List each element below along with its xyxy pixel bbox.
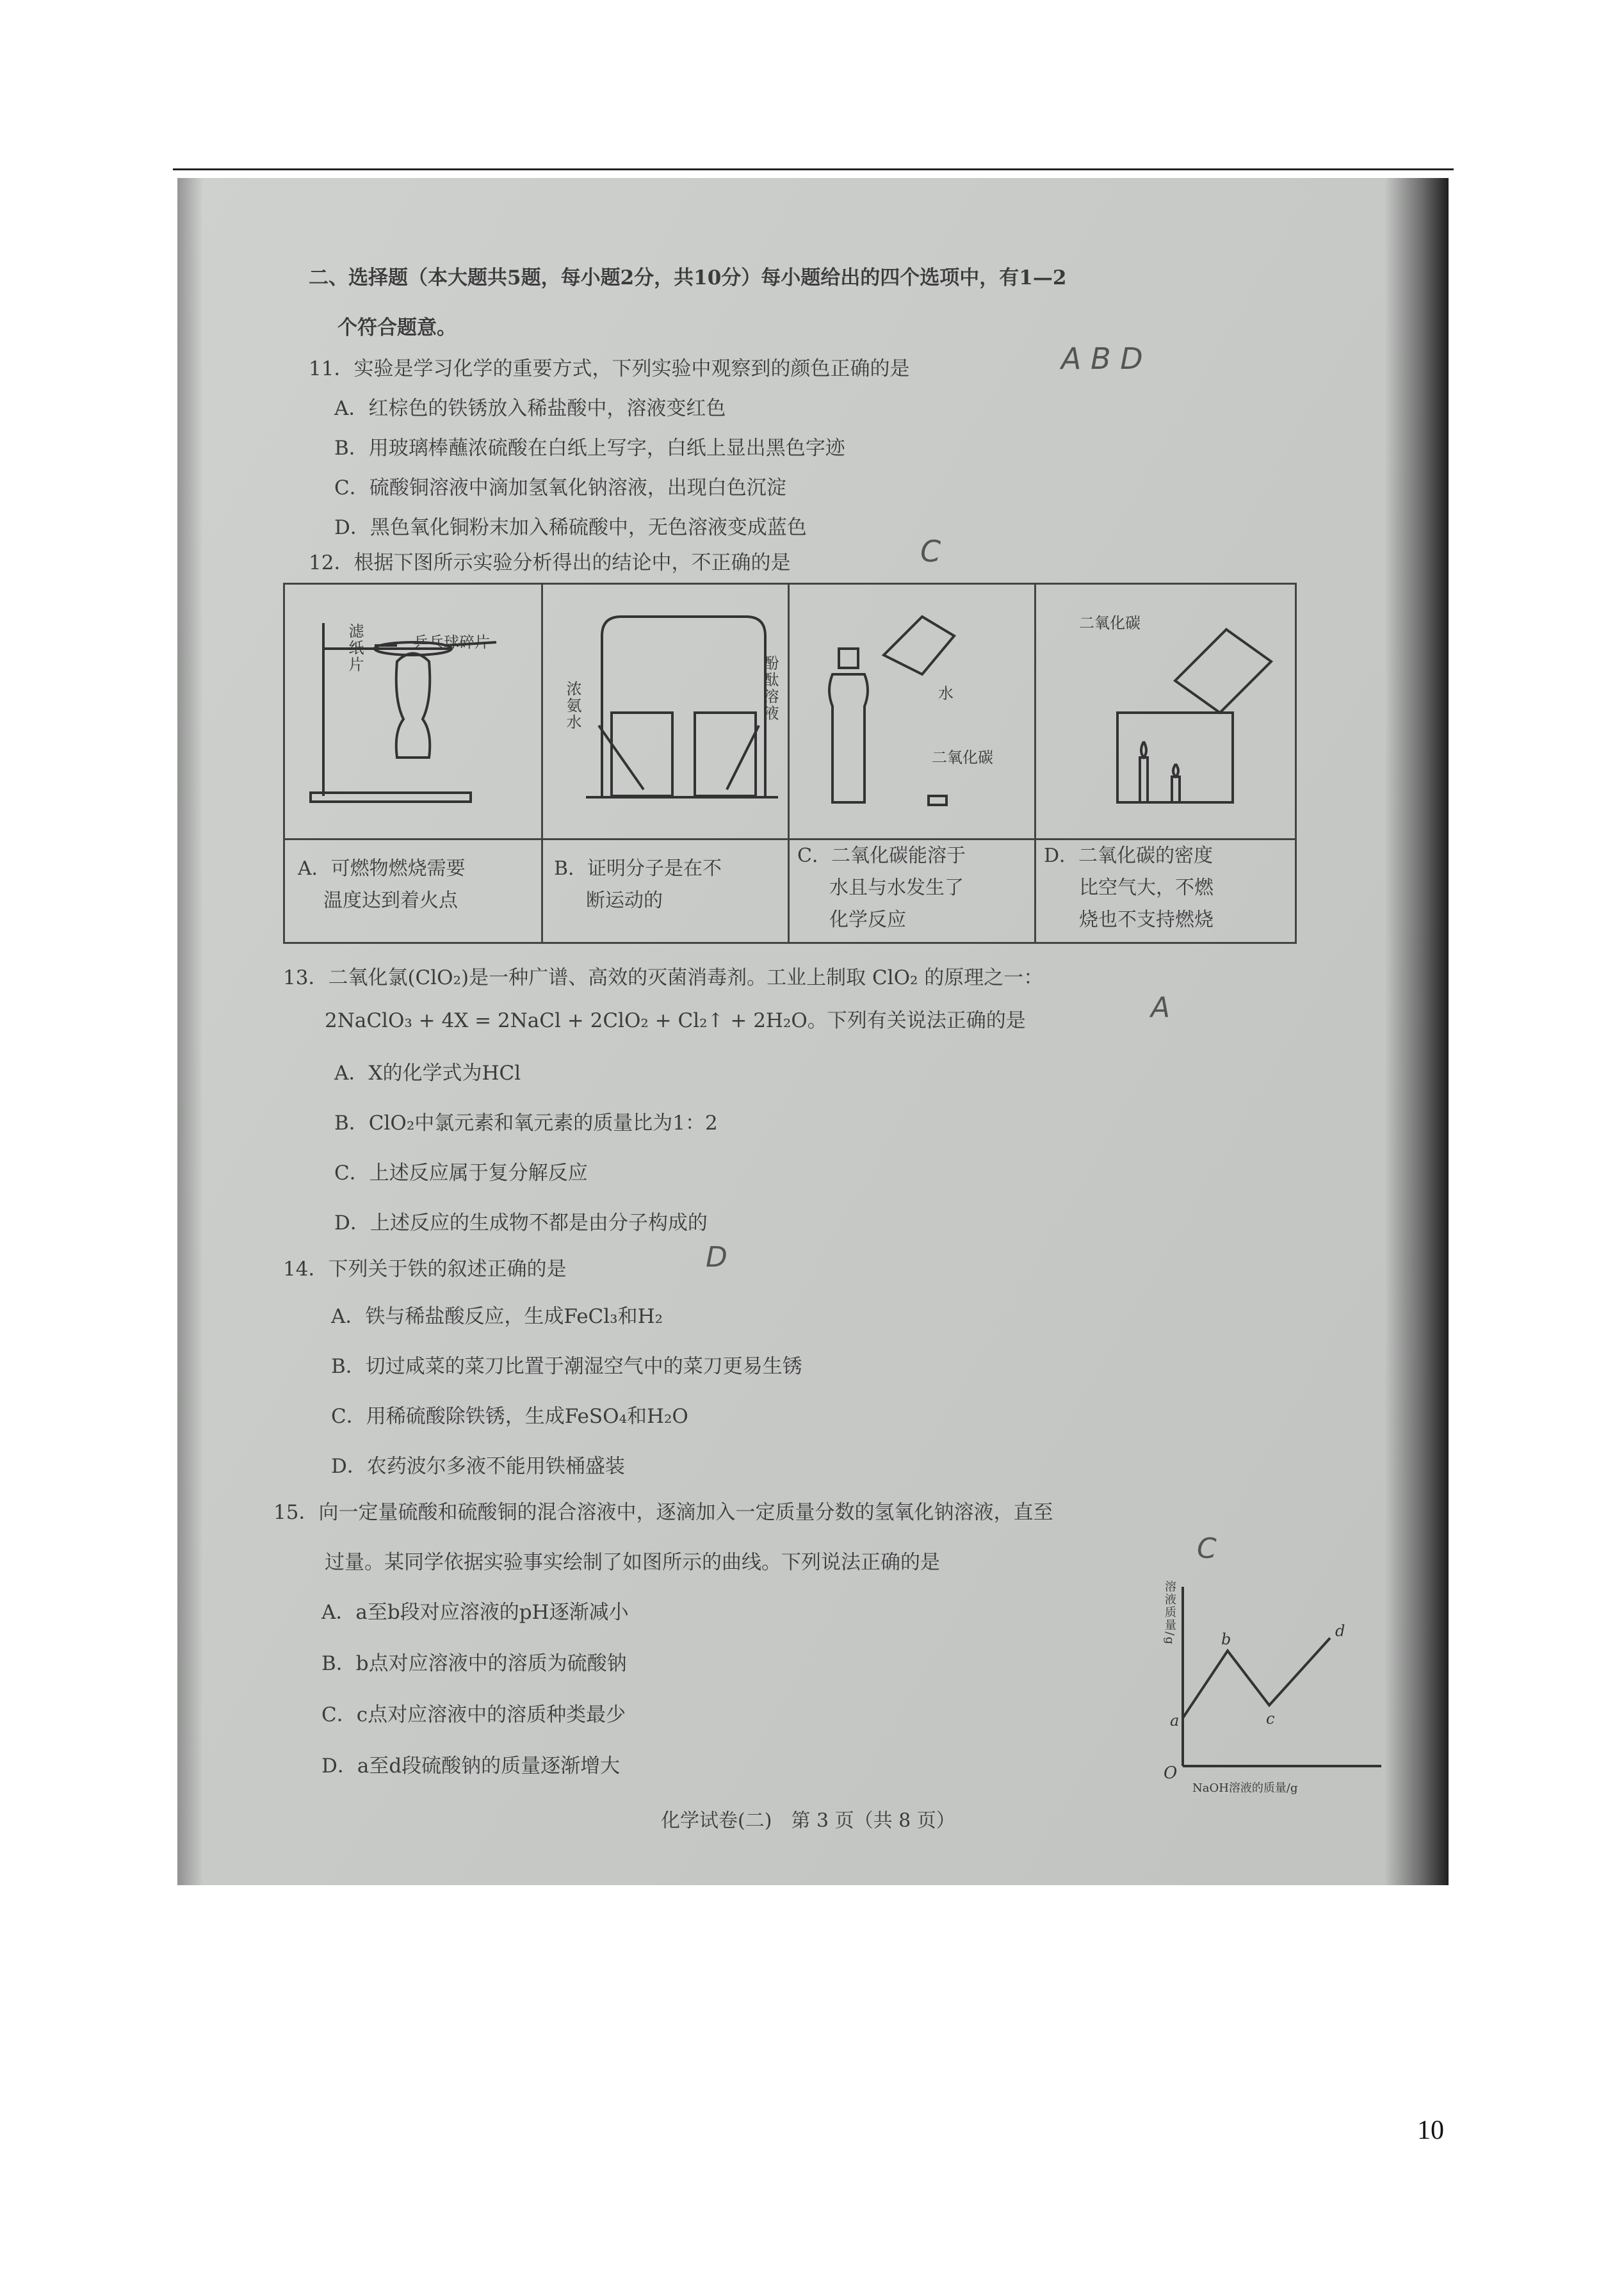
q13-handwritten-answer: A xyxy=(1151,991,1171,1024)
graph-ylabel: 溶液质量/g xyxy=(1163,1580,1176,1646)
graph-xlabel: NaOH溶液的质量/g xyxy=(1192,1781,1298,1795)
section-header-line2: 个符合题意。 xyxy=(337,316,457,339)
graph-point-c: c xyxy=(1266,1710,1275,1728)
label-conc-ammonia: 浓氨水 xyxy=(564,681,581,731)
q13-option-d: D．上述反应的生成物不都是由分子构成的 xyxy=(334,1212,708,1235)
label-co2-pour: 二氧化碳 xyxy=(1079,614,1141,632)
q15-option-b: B．b点对应溶液中的溶质为硫酸钠 xyxy=(321,1652,627,1675)
q13-stem: 13．二氧化氯(ClO₂)是一种广谱、高效的灭菌消毒剂。工业上制取 ClO₂ 的原理之一： xyxy=(283,966,1044,989)
q12-experiment-table xyxy=(283,583,1297,944)
q12-handwritten-answer: C xyxy=(920,534,941,569)
graph-point-a: a xyxy=(1170,1712,1180,1730)
q15-stem-line2: 过量。某同学依据实验事实绘制了如图所示的曲线。下列说法正确的是 xyxy=(325,1551,940,1574)
q12-option-d-line3: 烧也不支持燃烧 xyxy=(1079,909,1214,931)
label-phenolphthalein: 酚酞溶液 xyxy=(761,655,779,722)
q12-option-a-line1: A．可燃物燃烧需要 xyxy=(298,857,466,880)
q15-mass-curve-graph xyxy=(1144,1574,1401,1792)
q12-option-d-line2: 比空气大，不燃 xyxy=(1079,877,1214,899)
figure-c-bottle xyxy=(788,585,1034,838)
q14-option-d: D．农药波尔多液不能用铁桶盛装 xyxy=(331,1455,625,1478)
graph-point-b: b xyxy=(1221,1630,1231,1648)
page-number: 10 xyxy=(1417,2116,1444,2145)
figure-d-candles-beaker xyxy=(1034,585,1297,838)
table-divider xyxy=(285,838,1295,840)
exam-page-footer: 化学试卷(二) 第 3 页（共 8 页） xyxy=(661,1810,955,1832)
q11-option-a: A．红棕色的铁锈放入稀盐酸中，溶液变红色 xyxy=(334,397,726,420)
exam-photo xyxy=(177,178,1449,1885)
q12-option-a-line2: 温度达到着火点 xyxy=(323,889,458,912)
label-co2-bottle: 二氧化碳 xyxy=(932,749,993,766)
graph-origin: O xyxy=(1164,1764,1178,1783)
section-header-line1: 二、选择题（本大题共5题，每小题2分，共10分）每小题给出的四个选项中，有1—2 xyxy=(309,266,1067,289)
q13-option-c: C．上述反应属于复分解反应 xyxy=(334,1162,588,1185)
photo-shadow-left xyxy=(177,178,203,1885)
figure-a-combustion-apparatus xyxy=(285,585,541,838)
q13-equation: 2NaClO₃ + 4X = 2NaCl + 2ClO₂ + Cl₂↑ + 2H₂O。下列有关说法正确的是 xyxy=(325,1009,1026,1032)
label-filter-paper: 滤纸片 xyxy=(346,623,364,673)
q11-option-c: C．硫酸铜溶液中滴加氢氧化钠溶液，出现白色沉淀 xyxy=(334,476,786,499)
q11-stem: 11．实验是学习化学的重要方式，下列实验中观察到的颜色正确的是 xyxy=(309,357,910,380)
q15-option-c: C．c点对应溶液中的溶质种类最少 xyxy=(321,1703,626,1726)
q14-option-c: C．用稀硫酸除铁锈，生成FeSO₄和H₂O xyxy=(331,1405,688,1428)
q14-option-a: A．铁与稀盐酸反应，生成FeCl₃和H₂ xyxy=(331,1305,663,1328)
q14-option-b: B．切过咸菜的菜刀比置于潮湿空气中的菜刀更易生锈 xyxy=(331,1355,802,1378)
q15-option-d: D．a至d段硫酸钠的质量逐渐增大 xyxy=(321,1755,621,1778)
graph-point-d: d xyxy=(1335,1622,1345,1640)
label-pingpong: 乒乓球碎片 xyxy=(413,633,490,651)
q14-handwritten-answer: D xyxy=(706,1241,727,1274)
q13-option-b: B．ClO₂中氯元素和氧元素的质量比为1：2 xyxy=(334,1112,718,1135)
top-rule xyxy=(173,168,1454,170)
q11-option-b: B．用玻璃棒蘸浓硫酸在白纸上写字，白纸上显出黑色字迹 xyxy=(334,437,845,460)
q12-option-c-line2: 水且与水发生了 xyxy=(829,877,964,899)
q12-option-c-line1: C．二氧化碳能溶于 xyxy=(797,845,966,867)
q15-stem-line1: 15．向一定量硫酸和硫酸铜的混合溶液中，逐滴加入一定质量分数的氢氧化钠溶液，直至 xyxy=(273,1501,1053,1524)
q12-option-d-line1: D．二氧化碳的密度 xyxy=(1044,845,1214,867)
graph-curve xyxy=(1183,1638,1330,1718)
q12-option-b-line1: B．证明分子是在不 xyxy=(554,857,722,880)
q12-option-c-line3: 化学反应 xyxy=(829,909,906,931)
q14-stem: 14．下列关于铁的叙述正确的是 xyxy=(283,1258,567,1281)
q15-option-a: A．a至b段对应溶液的pH逐渐减小 xyxy=(321,1601,629,1624)
q15-handwritten-answer: C xyxy=(1197,1532,1217,1565)
label-water: 水 xyxy=(938,685,954,702)
q12-option-b-line2: 断运动的 xyxy=(586,889,663,912)
q11-option-d: D．黑色氧化铜粉末加入稀硫酸中，无色溶液变成蓝色 xyxy=(334,516,807,539)
q12-stem: 12．根据下图所示实验分析得出的结论中，不正确的是 xyxy=(309,551,791,574)
q11-handwritten-answer: A B D xyxy=(1061,341,1143,376)
q13-option-a: A．X的化学式为HCl xyxy=(334,1062,521,1085)
